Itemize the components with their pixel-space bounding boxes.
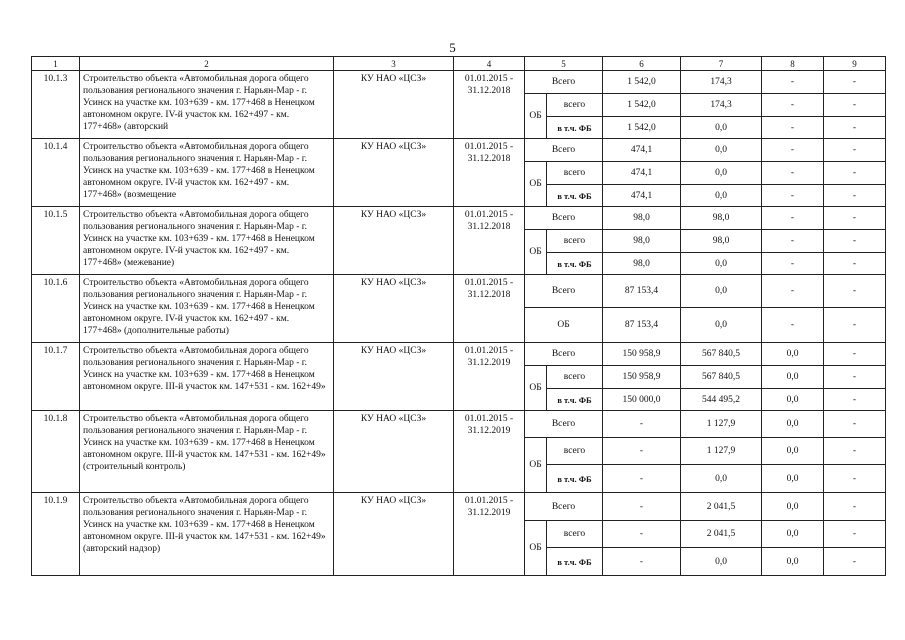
column-header: 5	[525, 57, 603, 71]
source-label: всего	[547, 230, 603, 253]
period: 01.01.2015 - 31.12.2018	[454, 275, 525, 343]
source-label: Всего	[525, 411, 603, 438]
object-name: Строительство объекта «Автомобильная дорога общего пользования регионального значения г. Нарьян-Мар - г. Усинск на участке км. 103+639 - км. 177+468 в Ненецком автономном округе. III-й участок км. 147+531 - км. 162+49» (авторский надзор)	[80, 493, 334, 576]
value-cell: -	[824, 308, 886, 343]
period: 01.01.2015 - 31.12.2019	[454, 493, 525, 576]
value-cell: -	[762, 185, 824, 207]
value-cell: 0,0	[762, 366, 824, 389]
value-cell: 0,0	[762, 389, 824, 411]
executor: КУ НАО «ЦСЗ»	[334, 343, 454, 411]
value-cell: 174,3	[681, 94, 762, 117]
source-label: всего	[547, 94, 603, 117]
value-cell: -	[824, 343, 886, 366]
value-cell: 2 041,5	[681, 521, 762, 548]
value-cell: -	[824, 521, 886, 548]
table-row	[32, 343, 886, 366]
source-label: Всего	[525, 207, 603, 230]
value-cell: 0,0	[762, 493, 824, 521]
value-cell: 0,0	[681, 465, 762, 493]
value-cell: -	[824, 366, 886, 389]
ob-label: ОБ	[525, 521, 547, 576]
value-cell: 0,0	[681, 308, 762, 343]
value-cell: -	[603, 465, 681, 493]
value-cell: 150 000,0	[603, 389, 681, 411]
value-cell: -	[824, 493, 886, 521]
value-cell: -	[762, 117, 824, 139]
executor: КУ НАО «ЦСЗ»	[334, 71, 454, 139]
column-header: 7	[681, 57, 762, 71]
table-row	[32, 139, 886, 162]
value-cell: 98,0	[681, 230, 762, 253]
ob-label: ОБ	[525, 366, 547, 411]
value-cell: 150 958,9	[603, 343, 681, 366]
source-label: Всего	[525, 275, 603, 308]
source-label: в т.ч. ФБ	[547, 253, 603, 275]
source-label: Всего	[525, 71, 603, 94]
value-cell: 87 153,4	[603, 275, 681, 308]
value-cell: -	[824, 185, 886, 207]
value-cell: 0,0	[681, 275, 762, 308]
table-row	[32, 71, 886, 94]
header-row	[32, 57, 886, 71]
value-cell: -	[824, 548, 886, 576]
object-name: Строительство объекта «Автомобильная дорога общего пользования регионального значения г. Нарьян-Мар - г. Усинск на участке км. 103+639 - км. 177+468 в Ненецком автономном округе. IV-й участок км. 162+497 - км. 177+468» (возмещение	[80, 139, 334, 207]
value-cell: 0,0	[681, 253, 762, 275]
object-name: Строительство объекта «Автомобильная дорога общего пользования регионального значения г. Нарьян-Мар - г. Усинск на участке км. 103+639 - км. 177+468 в Ненецком автономном округе. IV-й участок км. 162+497 - км. 177+468» (авторский	[80, 71, 334, 139]
object-name: Строительство объекта «Автомобильная дорога общего пользования регионального значения г. Нарьян-Мар - г. Усинск на участке км. 103+639 - км. 177+468 в Ненецком автономном округе. III-й участок км. 147+531 - км. 162+49» (строительный контроль)	[80, 411, 334, 493]
value-cell: 0,0	[762, 465, 824, 493]
source-label: Всего	[525, 493, 603, 521]
value-cell: 474,1	[603, 162, 681, 185]
column-header: 3	[334, 57, 454, 71]
source-label: всего	[547, 366, 603, 389]
table-row	[32, 493, 886, 521]
column-header: 2	[80, 57, 334, 71]
value-cell: -	[603, 521, 681, 548]
value-cell: -	[824, 162, 886, 185]
table-row	[32, 275, 886, 308]
value-cell: 0,0	[762, 438, 824, 465]
executor: КУ НАО «ЦСЗ»	[334, 493, 454, 576]
row-number: 10.1.4	[32, 139, 80, 207]
value-cell: 0,0	[681, 139, 762, 162]
source-label: Всего	[525, 343, 603, 366]
source-label: всего	[547, 162, 603, 185]
table-body	[32, 57, 886, 576]
value-cell: 0,0	[762, 548, 824, 576]
value-cell: -	[824, 230, 886, 253]
table-row	[32, 411, 886, 438]
source-label: ОБ	[525, 308, 603, 343]
value-cell: 1 542,0	[603, 71, 681, 94]
value-cell: -	[824, 275, 886, 308]
value-cell: 1 127,9	[681, 438, 762, 465]
column-header: 9	[824, 57, 886, 71]
value-cell: 87 153,4	[603, 308, 681, 343]
value-cell: -	[603, 438, 681, 465]
row-number: 10.1.6	[32, 275, 80, 343]
source-label: в т.ч. ФБ	[547, 117, 603, 139]
ob-label: ОБ	[525, 162, 547, 207]
period: 01.01.2015 - 31.12.2018	[454, 207, 525, 275]
value-cell: 0,0	[762, 411, 824, 438]
value-cell: 2 041,5	[681, 493, 762, 521]
row-number: 10.1.5	[32, 207, 80, 275]
value-cell: 544 495,2	[681, 389, 762, 411]
column-header: 1	[32, 57, 80, 71]
value-cell: -	[824, 438, 886, 465]
value-cell: 1 127,9	[681, 411, 762, 438]
page-number: 5	[449, 40, 456, 55]
value-cell: -	[762, 162, 824, 185]
value-cell: -	[824, 411, 886, 438]
value-cell: 0,0	[681, 162, 762, 185]
value-cell: -	[762, 308, 824, 343]
column-header: 6	[603, 57, 681, 71]
object-name: Строительство объекта «Автомобильная дорога общего пользования регионального значения г. Нарьян-Мар - г. Усинск на участке км. 103+639 - км. 177+468 в Ненецком автономном округе. IV-й участок км. 162+497 - км. 177+468» (дополнительные работы)	[80, 275, 334, 343]
value-cell: -	[762, 253, 824, 275]
row-number: 10.1.9	[32, 493, 80, 576]
value-cell: -	[762, 139, 824, 162]
value-cell: 567 840,5	[681, 343, 762, 366]
row-number: 10.1.3	[32, 71, 80, 139]
value-cell: -	[824, 71, 886, 94]
executor: КУ НАО «ЦСЗ»	[334, 275, 454, 343]
value-cell: -	[762, 230, 824, 253]
period: 01.01.2015 - 31.12.2018	[454, 139, 525, 207]
value-cell: -	[603, 411, 681, 438]
value-cell: 474,1	[603, 139, 681, 162]
budget-table	[31, 56, 886, 576]
object-name: Строительство объекта «Автомобильная дорога общего пользования регионального значения г. Нарьян-Мар - г. Усинск на участке км. 103+639 - км. 177+468 в Ненецком автономном округе. III-й участок км. 147+531 - км. 162+49»	[80, 343, 334, 411]
source-label: Всего	[525, 139, 603, 162]
value-cell: 567 840,5	[681, 366, 762, 389]
value-cell: -	[762, 275, 824, 308]
value-cell: 98,0	[681, 207, 762, 230]
value-cell: -	[824, 389, 886, 411]
period: 01.01.2015 - 31.12.2019	[454, 411, 525, 493]
executor: КУ НАО «ЦСЗ»	[334, 139, 454, 207]
source-label: всего	[547, 438, 603, 465]
value-cell: 98,0	[603, 207, 681, 230]
value-cell: -	[603, 548, 681, 576]
executor: КУ НАО «ЦСЗ»	[334, 207, 454, 275]
source-label: всего	[547, 521, 603, 548]
ob-label: ОБ	[525, 94, 547, 139]
source-label: в т.ч. ФБ	[547, 389, 603, 411]
value-cell: -	[824, 117, 886, 139]
value-cell: -	[824, 139, 886, 162]
value-cell: -	[762, 94, 824, 117]
value-cell: -	[603, 493, 681, 521]
ob-label: ОБ	[525, 438, 547, 493]
source-label: в т.ч. ФБ	[547, 465, 603, 493]
column-header: 8	[762, 57, 824, 71]
source-label: в т.ч. ФБ	[547, 185, 603, 207]
source-label: в т.ч. ФБ	[547, 548, 603, 576]
ob-label: ОБ	[525, 230, 547, 275]
value-cell: 0,0	[681, 185, 762, 207]
value-cell: 0,0	[762, 343, 824, 366]
value-cell: -	[762, 207, 824, 230]
value-cell: 98,0	[603, 230, 681, 253]
row-number: 10.1.7	[32, 343, 80, 411]
value-cell: 0,0	[681, 548, 762, 576]
value-cell: 98,0	[603, 253, 681, 275]
value-cell: -	[824, 465, 886, 493]
executor: КУ НАО «ЦСЗ»	[334, 411, 454, 493]
column-header: 4	[454, 57, 525, 71]
table-row	[32, 207, 886, 230]
value-cell: -	[824, 207, 886, 230]
value-cell: 474,1	[603, 185, 681, 207]
value-cell: 150 958,9	[603, 366, 681, 389]
value-cell: -	[824, 253, 886, 275]
value-cell: 174,3	[681, 71, 762, 94]
period: 01.01.2015 - 31.12.2018	[454, 71, 525, 139]
value-cell: 1 542,0	[603, 117, 681, 139]
value-cell: 0,0	[762, 521, 824, 548]
value-cell: 0,0	[681, 117, 762, 139]
row-number: 10.1.8	[32, 411, 80, 493]
value-cell: -	[762, 71, 824, 94]
value-cell: -	[824, 94, 886, 117]
object-name: Строительство объекта «Автомобильная дорога общего пользования регионального значения г. Нарьян-Мар - г. Усинск на участке км. 103+639 - км. 177+468 в Ненецком автономном округе. IV-й участок км. 162+497 - км. 177+468» (межевание)	[80, 207, 334, 275]
value-cell: 1 542,0	[603, 94, 681, 117]
period: 01.01.2015 - 31.12.2019	[454, 343, 525, 411]
